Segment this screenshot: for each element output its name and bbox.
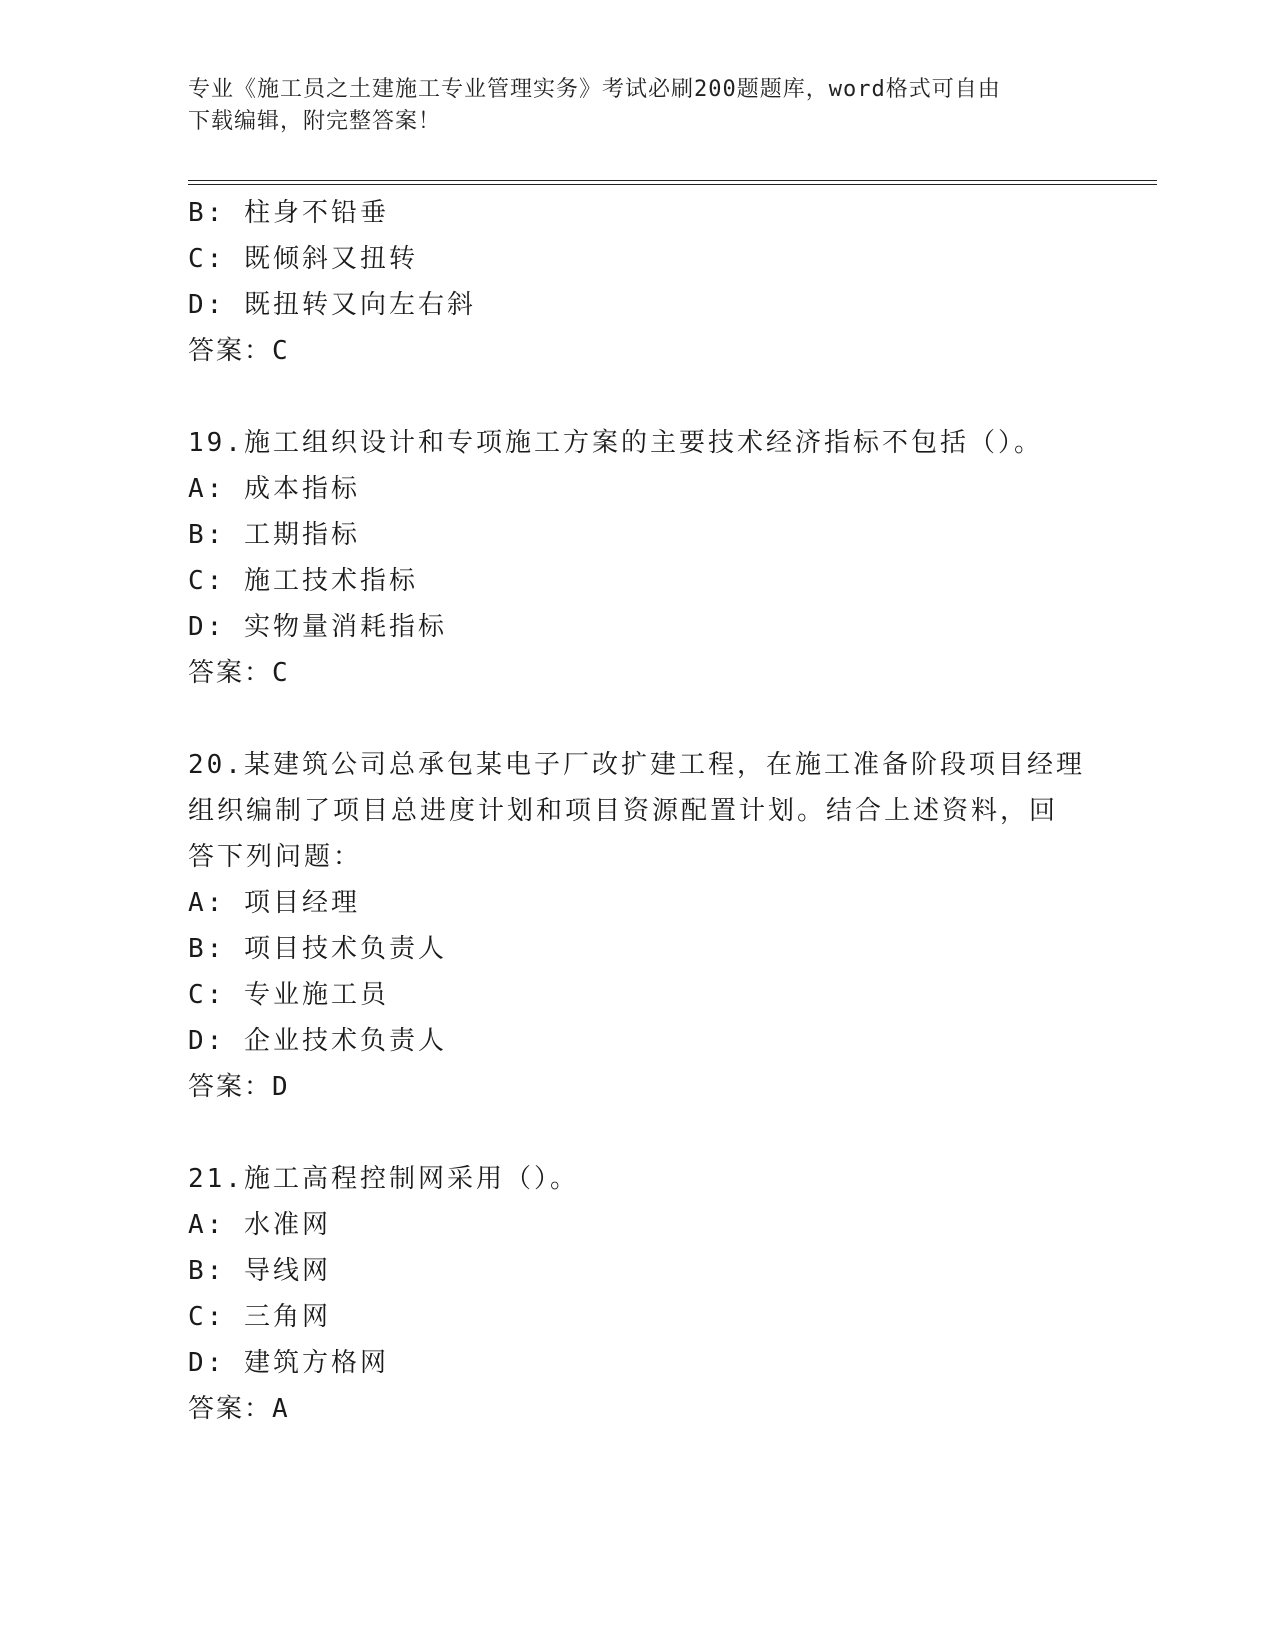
option-d: D: 实物量消耗指标 [188,612,447,642]
answer: 答案：A [188,1394,290,1424]
question-20 [188,742,1088,1110]
option-a: A: 项目经理 [188,888,360,918]
answer: 答案：C [188,336,290,366]
option-c: C: 专业施工员 [188,980,389,1010]
question-stem-line-3: 答下列问题： [188,842,363,872]
option-d: D: 既扭转又向左右斜 [188,290,476,320]
header-line-2: 下载编辑，附完整答案！ [188,109,442,134]
header-divider-bottom [188,184,1157,185]
option-a: A: 水准网 [188,1210,331,1240]
option-b: B: 项目技术负责人 [188,934,447,964]
option-c: C: 施工技术指标 [188,566,418,596]
option-a: A: 成本指标 [188,474,360,504]
answer: 答案：C [188,658,290,688]
option-c: C: 既倾斜又扭转 [188,244,418,274]
option-d: D: 企业技术负责人 [188,1026,447,1056]
answer: 答案：D [188,1072,290,1102]
question-stem: 21.施工高程控制网采用（）。 [188,1164,579,1194]
question-stem-line-2: 组织编制了项目总进度计划和项目资源配置计划。结合上述资料，回 [188,796,1059,826]
header-line-1: 专业《施工员之土建施工专业管理实务》考试必刷200题题库，word格式可自由 [188,77,1001,102]
option-d: D: 建筑方格网 [188,1348,389,1378]
option-b: B: 柱身不铅垂 [188,198,389,228]
option-b: B: 工期指标 [188,520,360,550]
question-stem-line-1: 20.某建筑公司总承包某电子厂改扩建工程，在施工准备阶段项目经理 [188,750,1085,780]
question-21 [188,1156,1088,1432]
header-divider-top [188,180,1157,181]
question-list [188,190,1088,1432]
document-header [188,74,1068,138]
question-19 [188,420,1088,696]
question-stem: 19.施工组织设计和专项施工方案的主要技术经济指标不包括（）。 [188,428,1043,458]
option-c: C: 三角网 [188,1302,331,1332]
question-18-tail [188,190,1088,374]
option-b: B: 导线网 [188,1256,331,1286]
